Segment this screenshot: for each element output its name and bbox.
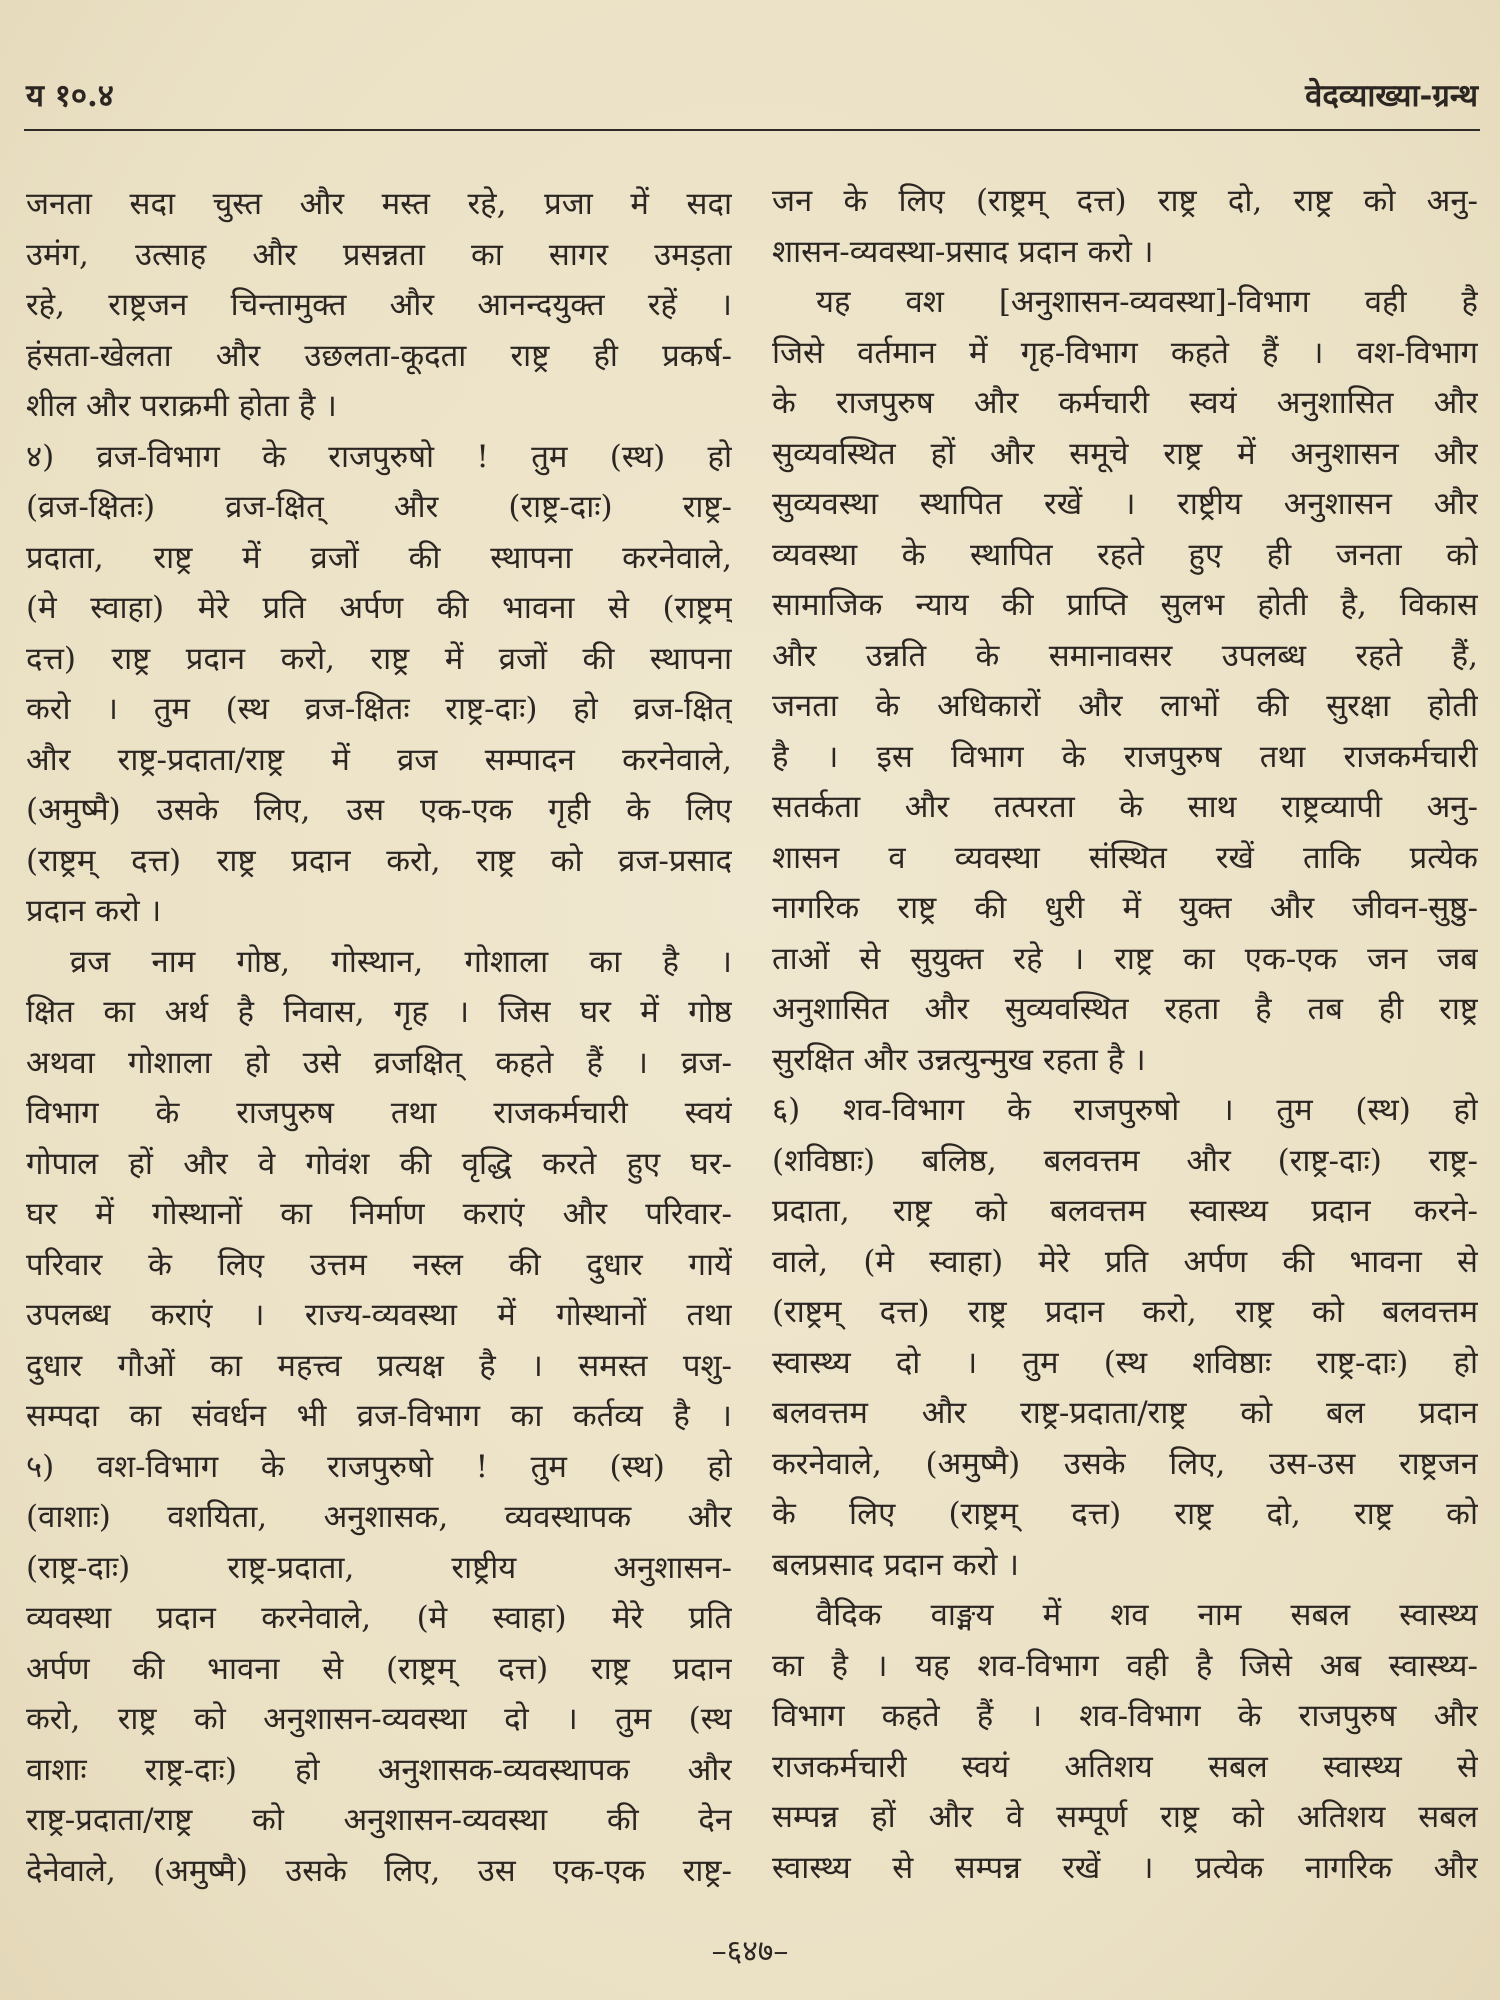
text-line: व्यवस्था के स्थापित रहते हुए ही जनता को xyxy=(772,536,1478,573)
text-line: देनेवाले, (अमुष्मै) उसके लिए, उस एक-एक राष्ट्र- xyxy=(26,1852,732,1889)
text-line: ६) शव-विभाग के राजपुरुषो । तुम (स्थ) हो xyxy=(772,1092,1478,1128)
text-line: यह वश [अनुशासन-व्यवस्था]-विभाग वही है xyxy=(816,284,1478,320)
text-line: परिवार के लिए उत्तम नस्ल की दुधार गायें xyxy=(26,1246,732,1283)
running-header-reference: य १०.४ xyxy=(26,78,114,114)
text-line: है । इस विभाग के राजपुरुष तथा राजकर्मचारी xyxy=(772,738,1478,775)
text-line: शासन व व्यवस्था संस्थित रखें ताकि प्रत्येक xyxy=(772,839,1478,876)
text-line: क्षित का अर्थ है निवास, गृह । जिस घर में गोष्ठ xyxy=(26,994,732,1030)
text-line: व्यवस्था प्रदान करनेवाले, (मे स्वाहा) मेरे प्रति xyxy=(26,1600,732,1636)
text-line: स्वास्थ्य से सम्पन्न रखें । प्रत्येक नागरिक और xyxy=(772,1849,1478,1886)
text-line: प्रदाता, राष्ट्र को बलवत्तम स्वास्थ्य प्रदान करने- xyxy=(772,1193,1478,1229)
text-line: (व्रज-क्षितः) व्रज-क्षित् और (राष्ट्र-दाः) राष्ट्र- xyxy=(26,489,732,525)
text-line: जन के लिए (राष्ट्रम् दत्त) राष्ट्र दो, राष्ट्र को अनु- xyxy=(772,183,1478,219)
text-line: और उन्नति के समानावसर उपलब्ध रहते हैं, xyxy=(772,637,1478,674)
left-text-column xyxy=(26,179,732,1896)
text-line: सम्पदा का संवर्धन भी व्रज-विभाग का कर्तव्य है । xyxy=(26,1398,732,1434)
text-line: सामाजिक न्याय की प्राप्ति सुलभ होती है, विकास xyxy=(772,587,1478,623)
text-line: राजकर्मचारी स्वयं अतिशय सबल स्वास्थ्य से xyxy=(772,1748,1478,1785)
text-line: विभाग के राजपुरुष तथा राजकर्मचारी स्वयं xyxy=(26,1095,732,1131)
text-line: (राष्ट्र-दाः) राष्ट्र-प्रदाता, राष्ट्रीय अनुशासन- xyxy=(26,1549,732,1586)
text-line: गोपाल हों और वे गोवंश की वृद्धि करते हुए घर- xyxy=(26,1145,732,1182)
text-line: सुव्यवस्थित हों और समूचे राष्ट्र में अनुशासन और xyxy=(772,435,1478,472)
text-line: विभाग कहते हैं । शव-विभाग के राजपुरुष और xyxy=(772,1698,1478,1734)
text-line: दुधार गौओं का महत्त्व प्रत्यक्ष है । समस्त पशु- xyxy=(26,1347,732,1384)
text-line: अर्पण की भावना से (राष्ट्रम् दत्त) राष्ट्र प्रदान xyxy=(26,1650,732,1687)
text-line: शासन-व्यवस्था-प्रसाद प्रदान करो । xyxy=(772,233,1154,270)
text-line: रहे, राष्ट्रजन चिन्तामुक्त और आनन्दयुक्त रहें । xyxy=(26,287,732,323)
text-line: प्रदान करो । xyxy=(26,893,162,929)
text-line: दत्त) राष्ट्र प्रदान करो, राष्ट्र में व्रजों की स्थापना xyxy=(26,640,732,677)
text-line: वाशाः राष्ट्र-दाः) हो अनुशासक-व्यवस्थापक और xyxy=(26,1751,732,1788)
text-line: ४) व्रज-विभाग के राजपुरुषो ! तुम (स्थ) हो xyxy=(26,438,732,475)
text-line: सतर्कता और तत्परता के साथ राष्ट्रव्यापी अनु- xyxy=(772,789,1478,825)
text-line: ५) वश-विभाग के राजपुरुषो ! तुम (स्थ) हो xyxy=(26,1448,732,1485)
text-line: अनुशासित और सुव्यवस्थित रहता है तब ही राष्ट्र xyxy=(772,991,1478,1027)
text-line: शील और पराक्रमी होता है । xyxy=(26,388,337,424)
text-line: का है । यह शव-विभाग वही है जिसे अब स्वास्थ्य- xyxy=(772,1647,1478,1684)
text-line: सुव्यवस्था स्थापित रखें । राष्ट्रीय अनुशासन और xyxy=(772,486,1478,522)
text-line: घर में गोस्थानों का निर्माण कराएं और परिवार- xyxy=(26,1196,732,1232)
text-line: वैदिक वाङ्मय में शव नाम सबल स्वास्थ्य xyxy=(816,1597,1478,1633)
text-line: सम्पन्न हों और वे सम्पूर्ण राष्ट्र को अतिशय सबल xyxy=(772,1799,1478,1835)
text-line: राष्ट्र-प्रदाता/राष्ट्र को अनुशासन-व्यवस्था की देन xyxy=(26,1802,732,1838)
text-line: स्वास्थ्य दो । तुम (स्थ शविष्ठाः राष्ट्र-दाः) हो xyxy=(772,1344,1478,1381)
text-line: ताओं से सुयुक्त रहे । राष्ट्र का एक-एक जन जब xyxy=(772,940,1478,977)
text-line: करो, राष्ट्र को अनुशासन-व्यवस्था दो । तुम (स्थ xyxy=(26,1701,732,1737)
text-line: अथवा गोशाला हो उसे व्रजक्षित् कहते हैं । व्रज- xyxy=(26,1044,732,1081)
text-line: (राष्ट्रम् दत्त) राष्ट्र प्रदान करो, राष्ट्र को व्रज-प्रसाद xyxy=(26,842,732,879)
text-line: जिसे वर्तमान में गृह-विभाग कहते हैं । वश-विभाग xyxy=(772,334,1478,371)
text-line: प्रदाता, राष्ट्र में व्रजों की स्थापना करनेवाले, xyxy=(26,539,732,576)
text-line: उमंग, उत्साह और प्रसन्नता का सागर उमड़ता xyxy=(26,236,732,273)
text-line: उपलब्ध कराएं । राज्य-व्यवस्था में गोस्थानों तथा xyxy=(26,1297,732,1333)
text-line: और राष्ट्र-प्रदाता/राष्ट्र में व्रज सम्पादन करनेवाले, xyxy=(26,741,732,778)
text-line: (मे स्वाहा) मेरे प्रति अर्पण की भावना से (राष्ट्रम् xyxy=(26,590,732,626)
text-line: बलप्रसाद प्रदान करो । xyxy=(772,1546,1019,1583)
text-line: के लिए (राष्ट्रम् दत्त) राष्ट्र दो, राष्ट्र को xyxy=(772,1496,1478,1532)
header-rule xyxy=(24,129,1480,131)
text-line: व्रज नाम गोष्ठ, गोस्थान, गोशाला का है । xyxy=(70,943,732,980)
text-line: करनेवाले, (अमुष्मै) उसके लिए, उस-उस राष्ट्रजन xyxy=(772,1445,1478,1482)
text-line: (राष्ट्रम् दत्त) राष्ट्र प्रदान करो, राष्ट्र को बलवत्तम xyxy=(772,1294,1478,1330)
running-header-title: वेदव्याख्या-ग्रन्थ xyxy=(1305,78,1478,114)
text-line: जनता सदा चुस्त और मस्त रहे, प्रजा में सदा xyxy=(26,186,732,222)
text-line: (शविष्ठाः) बलिष्ठ, बलवत्तम और (राष्ट्र-दाः) राष्ट्र- xyxy=(772,1142,1478,1179)
page-number: –६४७– xyxy=(711,1934,789,1969)
text-line: हंसता-खेलता और उछलता-कूदता राष्ट्र ही प्रकर्ष- xyxy=(26,337,732,374)
text-line: जनता के अधिकारों और लाभों की सुरक्षा होती xyxy=(772,688,1478,724)
text-line: वाले, (मे स्वाहा) मेरे प्रति अर्पण की भावना से xyxy=(772,1243,1478,1280)
text-line: सुरक्षित और उन्नत्युन्मुख रहता है । xyxy=(772,1041,1146,1078)
text-line: (वाशाः) वशयिता, अनुशासक, व्यवस्थापक और xyxy=(26,1499,732,1535)
text-line: नागरिक राष्ट्र की धुरी में युक्त और जीवन-सुष्ठु- xyxy=(772,890,1478,926)
right-text-column xyxy=(772,176,1478,1893)
text-line: (अमुष्मै) उसके लिए, उस एक-एक गृही के लिए xyxy=(26,792,732,828)
text-line: बलवत्तम और राष्ट्र-प्रदाता/राष्ट्र को बल प्रदान xyxy=(772,1395,1478,1431)
text-line: के राजपुरुष और कर्मचारी स्वयं अनुशासित और xyxy=(772,385,1478,421)
text-line: करो । तुम (स्थ व्रज-क्षितः राष्ट्र-दाः) हो व्रज-क्षित् xyxy=(26,691,732,727)
